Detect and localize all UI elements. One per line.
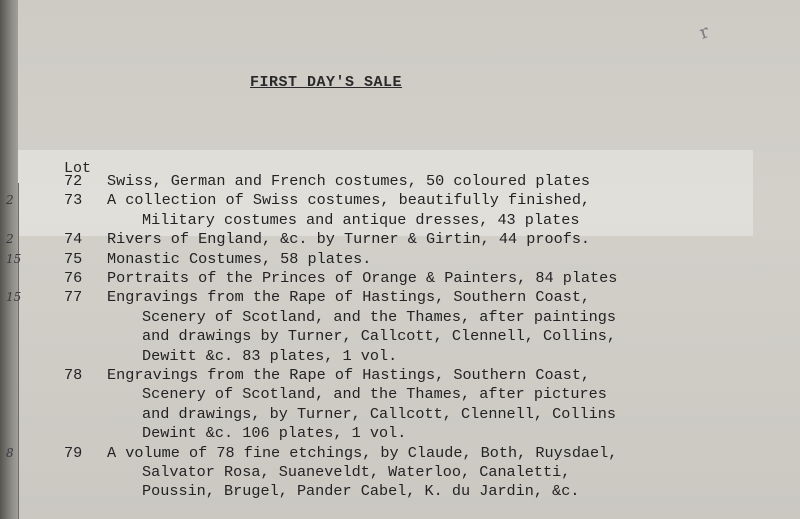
lot-number: 76	[64, 269, 83, 287]
lot-description: Dewint &c. 106 plates, 1 vol.	[142, 424, 407, 443]
lot-description: A collection of Swiss costumes, beautifully finished,	[107, 191, 591, 210]
lot-description: Engravings from the Rape of Hastings, Southern Coast,	[107, 288, 591, 307]
lot-description: Portraits of the Princes of Orange & Painters, 84 plates	[107, 269, 618, 287]
lot-description: Rivers of England, &c. by Turner & Girtin, 44 proofs.	[107, 230, 591, 249]
margin-note: 2	[6, 232, 14, 247]
lot-description: Dewitt &c. 83 plates, 1 vol.	[142, 346, 398, 365]
lot-description: and drawings, by Turner, Callcott, Clennell, Collins	[142, 404, 616, 423]
margin-note: 15	[6, 290, 22, 305]
lot-number: 79	[64, 443, 83, 462]
lot-description: A volume of 78 fine etchings, by Claude, Both, Ruysdael,	[107, 443, 618, 462]
margin-note: 8	[6, 445, 14, 460]
margin-note: 2	[6, 193, 14, 208]
lot-number: 78	[64, 366, 83, 384]
lot-number: 74	[64, 230, 83, 249]
lot-description: and drawings by Turner, Callcott, Clennell, Collins,	[142, 327, 616, 346]
lot-description: Scenery of Scotland, and the Thames, after paintings	[142, 307, 616, 326]
margin-note: 15	[6, 251, 22, 266]
lot-description: Engravings from the Rape of Hastings, Southern Coast,	[107, 366, 591, 384]
lot-description: Poussin, Brugel, Pander Cabel, K. du Jardin, &c.	[142, 482, 580, 501]
page-title: FIRST DAY'S SALE	[250, 74, 403, 91]
lot-number: 73	[64, 191, 83, 210]
lot-column-header: Lot	[64, 160, 92, 177]
lot-description: Military costumes and antique dresses, 43 plates	[142, 210, 580, 229]
pencil-mark: r	[696, 21, 712, 44]
lot-description: Scenery of Scotland, and the Thames, after pictures	[142, 385, 607, 404]
lot-description: Monastic Costumes, 58 plates.	[107, 249, 372, 268]
lot-number: 75	[64, 249, 83, 268]
lot-number: 77	[64, 288, 83, 307]
lot-description: Swiss, German and French costumes, 50 coloured plates	[107, 172, 591, 190]
lot-description: Salvator Rosa, Suaneveldt, Waterloo, Canaletti,	[142, 463, 571, 481]
lot-number: 72	[64, 172, 83, 190]
